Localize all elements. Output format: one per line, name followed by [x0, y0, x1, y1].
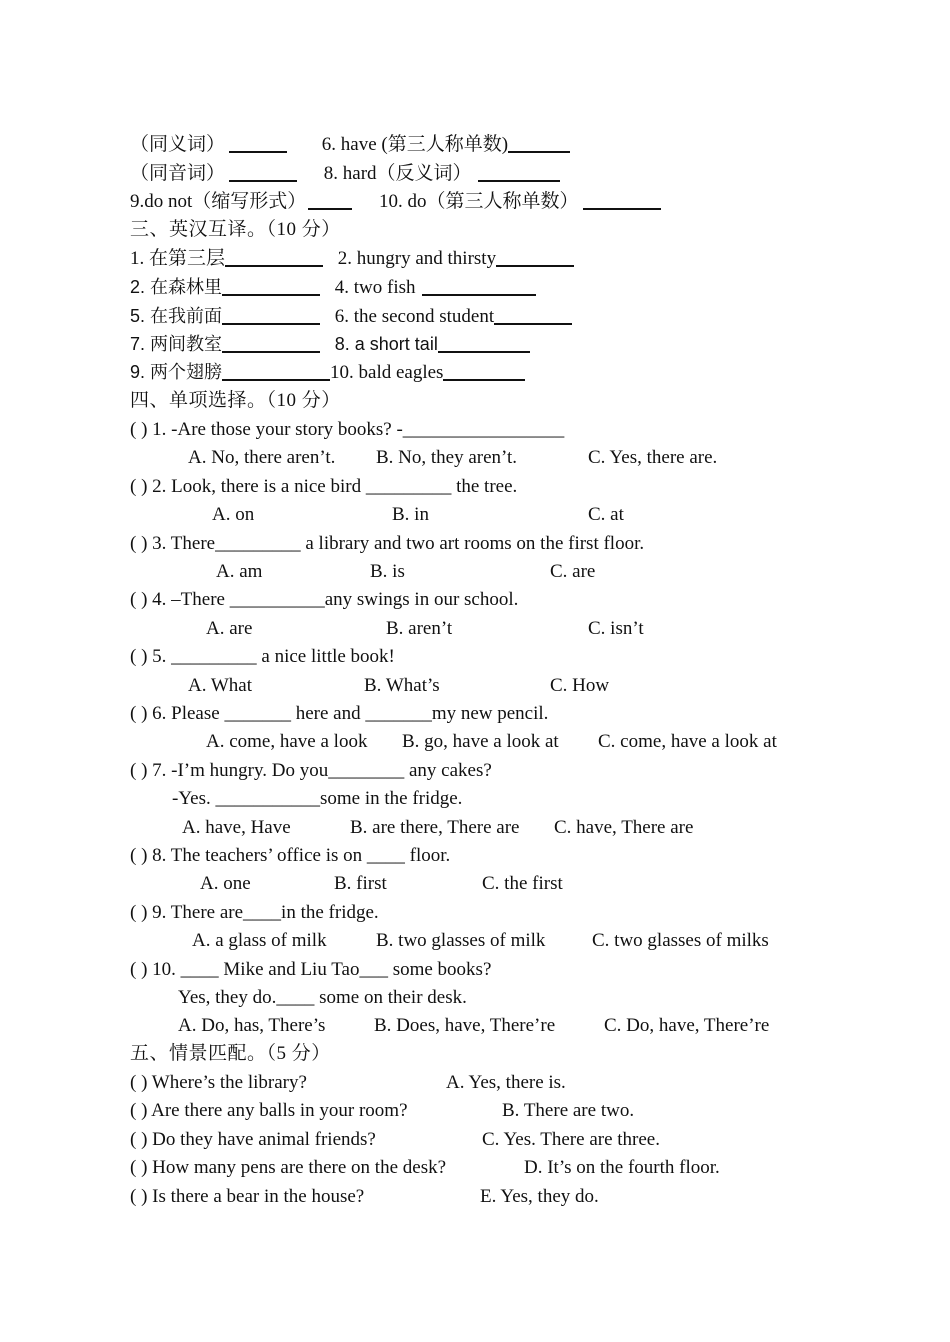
match-question: ( ) Are there any balls in your room?	[130, 1100, 408, 1121]
option-b[interactable]: B. is	[370, 561, 405, 582]
option-a[interactable]: A. Do, has, There’s	[178, 1015, 326, 1036]
translate-en: 2. hungry and thirsty	[337, 248, 497, 269]
fill-line-2	[130, 160, 560, 188]
translate-en: 8. a short tail	[334, 334, 438, 354]
fill-label: （同音词）	[130, 163, 226, 184]
option-b[interactable]: B. go, have a look at	[402, 731, 559, 752]
question-stem: ( ) 1. -Are those your story books? -_________________	[130, 419, 565, 440]
match-question: ( ) How many pens are there on the desk?	[130, 1157, 447, 1178]
match-row	[130, 1097, 635, 1125]
answer-blank[interactable]	[308, 190, 352, 210]
match-question: ( ) Where’s the library?	[130, 1072, 307, 1093]
option-c[interactable]: C. have, There are	[554, 817, 694, 838]
option-a[interactable]: A. are	[206, 618, 253, 639]
option-a[interactable]: A. one	[200, 873, 251, 894]
option-c[interactable]: C. isn’t	[588, 618, 644, 639]
match-answer: A. Yes, there is.	[446, 1072, 566, 1093]
answer-blank[interactable]	[583, 190, 661, 210]
match-question: ( ) Do they have animal friends?	[130, 1129, 376, 1150]
translate-cn: 1. 在第三层	[130, 248, 226, 269]
answer-blank[interactable]	[478, 162, 560, 182]
question-stem: ( ) 9. There are____in the fridge.	[130, 902, 379, 923]
translate-cn: 9. 两个翅膀	[130, 362, 223, 382]
fill-label: 10. do（第三人称单数）	[379, 191, 579, 212]
answer-blank[interactable]	[229, 133, 287, 153]
match-answer: E. Yes, they do.	[480, 1186, 599, 1207]
option-c[interactable]: C. at	[588, 504, 624, 525]
option-b[interactable]: B. What’s	[364, 675, 440, 696]
option-b[interactable]: B. in	[392, 504, 429, 525]
answer-blank[interactable]	[222, 361, 330, 381]
option-b[interactable]: B. two glasses of milk	[376, 930, 546, 951]
fill-label: （同义词）	[130, 134, 226, 155]
section-4-title: 四、单项选择。（10 分）	[130, 390, 341, 411]
translate-cn: 2. 在森林里	[130, 277, 223, 297]
option-a[interactable]: A. on	[212, 504, 255, 525]
section-3-title: 三、英汉互译。（10 分）	[130, 219, 341, 240]
answer-blank[interactable]	[222, 276, 320, 296]
option-a[interactable]: A. a glass of milk	[192, 930, 327, 951]
answer-blank[interactable]	[229, 162, 297, 182]
option-c[interactable]: C. How	[550, 675, 610, 696]
question-stem: ( ) 5. _________ a nice little book!	[130, 646, 395, 667]
translate-row	[130, 358, 525, 386]
match-question: ( ) Is there a bear in the house?	[130, 1186, 365, 1207]
match-row	[130, 1183, 599, 1211]
translate-row	[130, 330, 530, 358]
match-answer: B. There are two.	[502, 1100, 635, 1121]
response-text: -Yes. ___________some in the fridge.	[172, 788, 463, 809]
option-c[interactable]: C. are	[550, 561, 596, 582]
question-stem: ( ) 2. Look, there is a nice bird _________ the tree.	[130, 476, 518, 497]
option-b[interactable]: B. first	[334, 873, 387, 894]
question-stem: ( ) 6. Please _______ here and _______my new pencil.	[130, 703, 549, 724]
option-a[interactable]: A. am	[216, 561, 263, 582]
section-5-title: 五、情景匹配。（5 分）	[130, 1043, 331, 1064]
answer-blank[interactable]	[438, 333, 530, 353]
question-stem: ( ) 3. There_________ a library and two art rooms on the first floor.	[130, 533, 645, 554]
fill-line-1	[130, 131, 570, 159]
answer-blank[interactable]	[422, 276, 536, 296]
question-stem: ( ) 8. The teachers’ office is on ____ floor.	[130, 845, 451, 866]
option-c[interactable]: C. the first	[482, 873, 563, 894]
answer-blank[interactable]	[443, 361, 525, 381]
translate-row	[130, 245, 574, 273]
option-b[interactable]: B. are there, There are	[350, 817, 520, 838]
option-b[interactable]: B. aren’t	[386, 618, 453, 639]
response-text: Yes, they do.____ some on their desk.	[178, 987, 467, 1008]
option-c[interactable]: C. come, have a look at	[598, 731, 777, 752]
match-row	[130, 1126, 660, 1154]
match-answer: C. Yes. There are three.	[482, 1129, 660, 1150]
answer-blank[interactable]	[222, 305, 320, 325]
answer-blank[interactable]	[496, 247, 574, 267]
option-a[interactable]: A. No, there aren’t.	[188, 447, 336, 468]
translate-en: 10. bald eagles	[330, 362, 444, 383]
question-stem: ( ) 4. –There __________any swings in our school.	[130, 589, 519, 610]
question-stem: ( ) 7. -I’m hungry. Do you________ any cakes?	[130, 760, 492, 781]
fill-label: 9.do not（缩写形式）	[130, 191, 307, 212]
option-b[interactable]: B. Does, have, There’re	[374, 1015, 556, 1036]
answer-blank[interactable]	[225, 247, 323, 267]
answer-blank[interactable]	[222, 333, 320, 353]
option-c[interactable]: C. Yes, there are.	[588, 447, 718, 468]
translate-en: 4. two fish	[334, 277, 416, 298]
fill-label: 6. have (第三人称单数)	[321, 134, 509, 155]
translate-en: 6. the second student	[334, 306, 495, 327]
match-answer: D. It’s on the fourth floor.	[524, 1157, 720, 1178]
question-stem: ( ) 10. ____ Mike and Liu Tao___ some books?	[130, 959, 492, 980]
match-row	[130, 1154, 720, 1182]
option-c[interactable]: C. Do, have, There’re	[604, 1015, 770, 1036]
match-row	[130, 1069, 566, 1097]
answer-blank[interactable]	[508, 133, 570, 153]
option-b[interactable]: B. No, they aren’t.	[376, 447, 518, 468]
fill-label: 8. hard（反义词）	[323, 163, 472, 184]
option-a[interactable]: A. come, have a look	[206, 731, 368, 752]
translate-cn: 7. 两间教室	[130, 334, 223, 354]
option-a[interactable]: A. What	[188, 675, 253, 696]
fill-line-3	[130, 188, 661, 216]
translate-cn: 5. 在我前面	[130, 306, 223, 326]
option-a[interactable]: A. have, Have	[182, 817, 291, 838]
option-c[interactable]: C. two glasses of milks	[592, 930, 769, 951]
translate-row	[130, 273, 536, 301]
answer-blank[interactable]	[494, 305, 572, 325]
translate-row	[130, 302, 572, 330]
